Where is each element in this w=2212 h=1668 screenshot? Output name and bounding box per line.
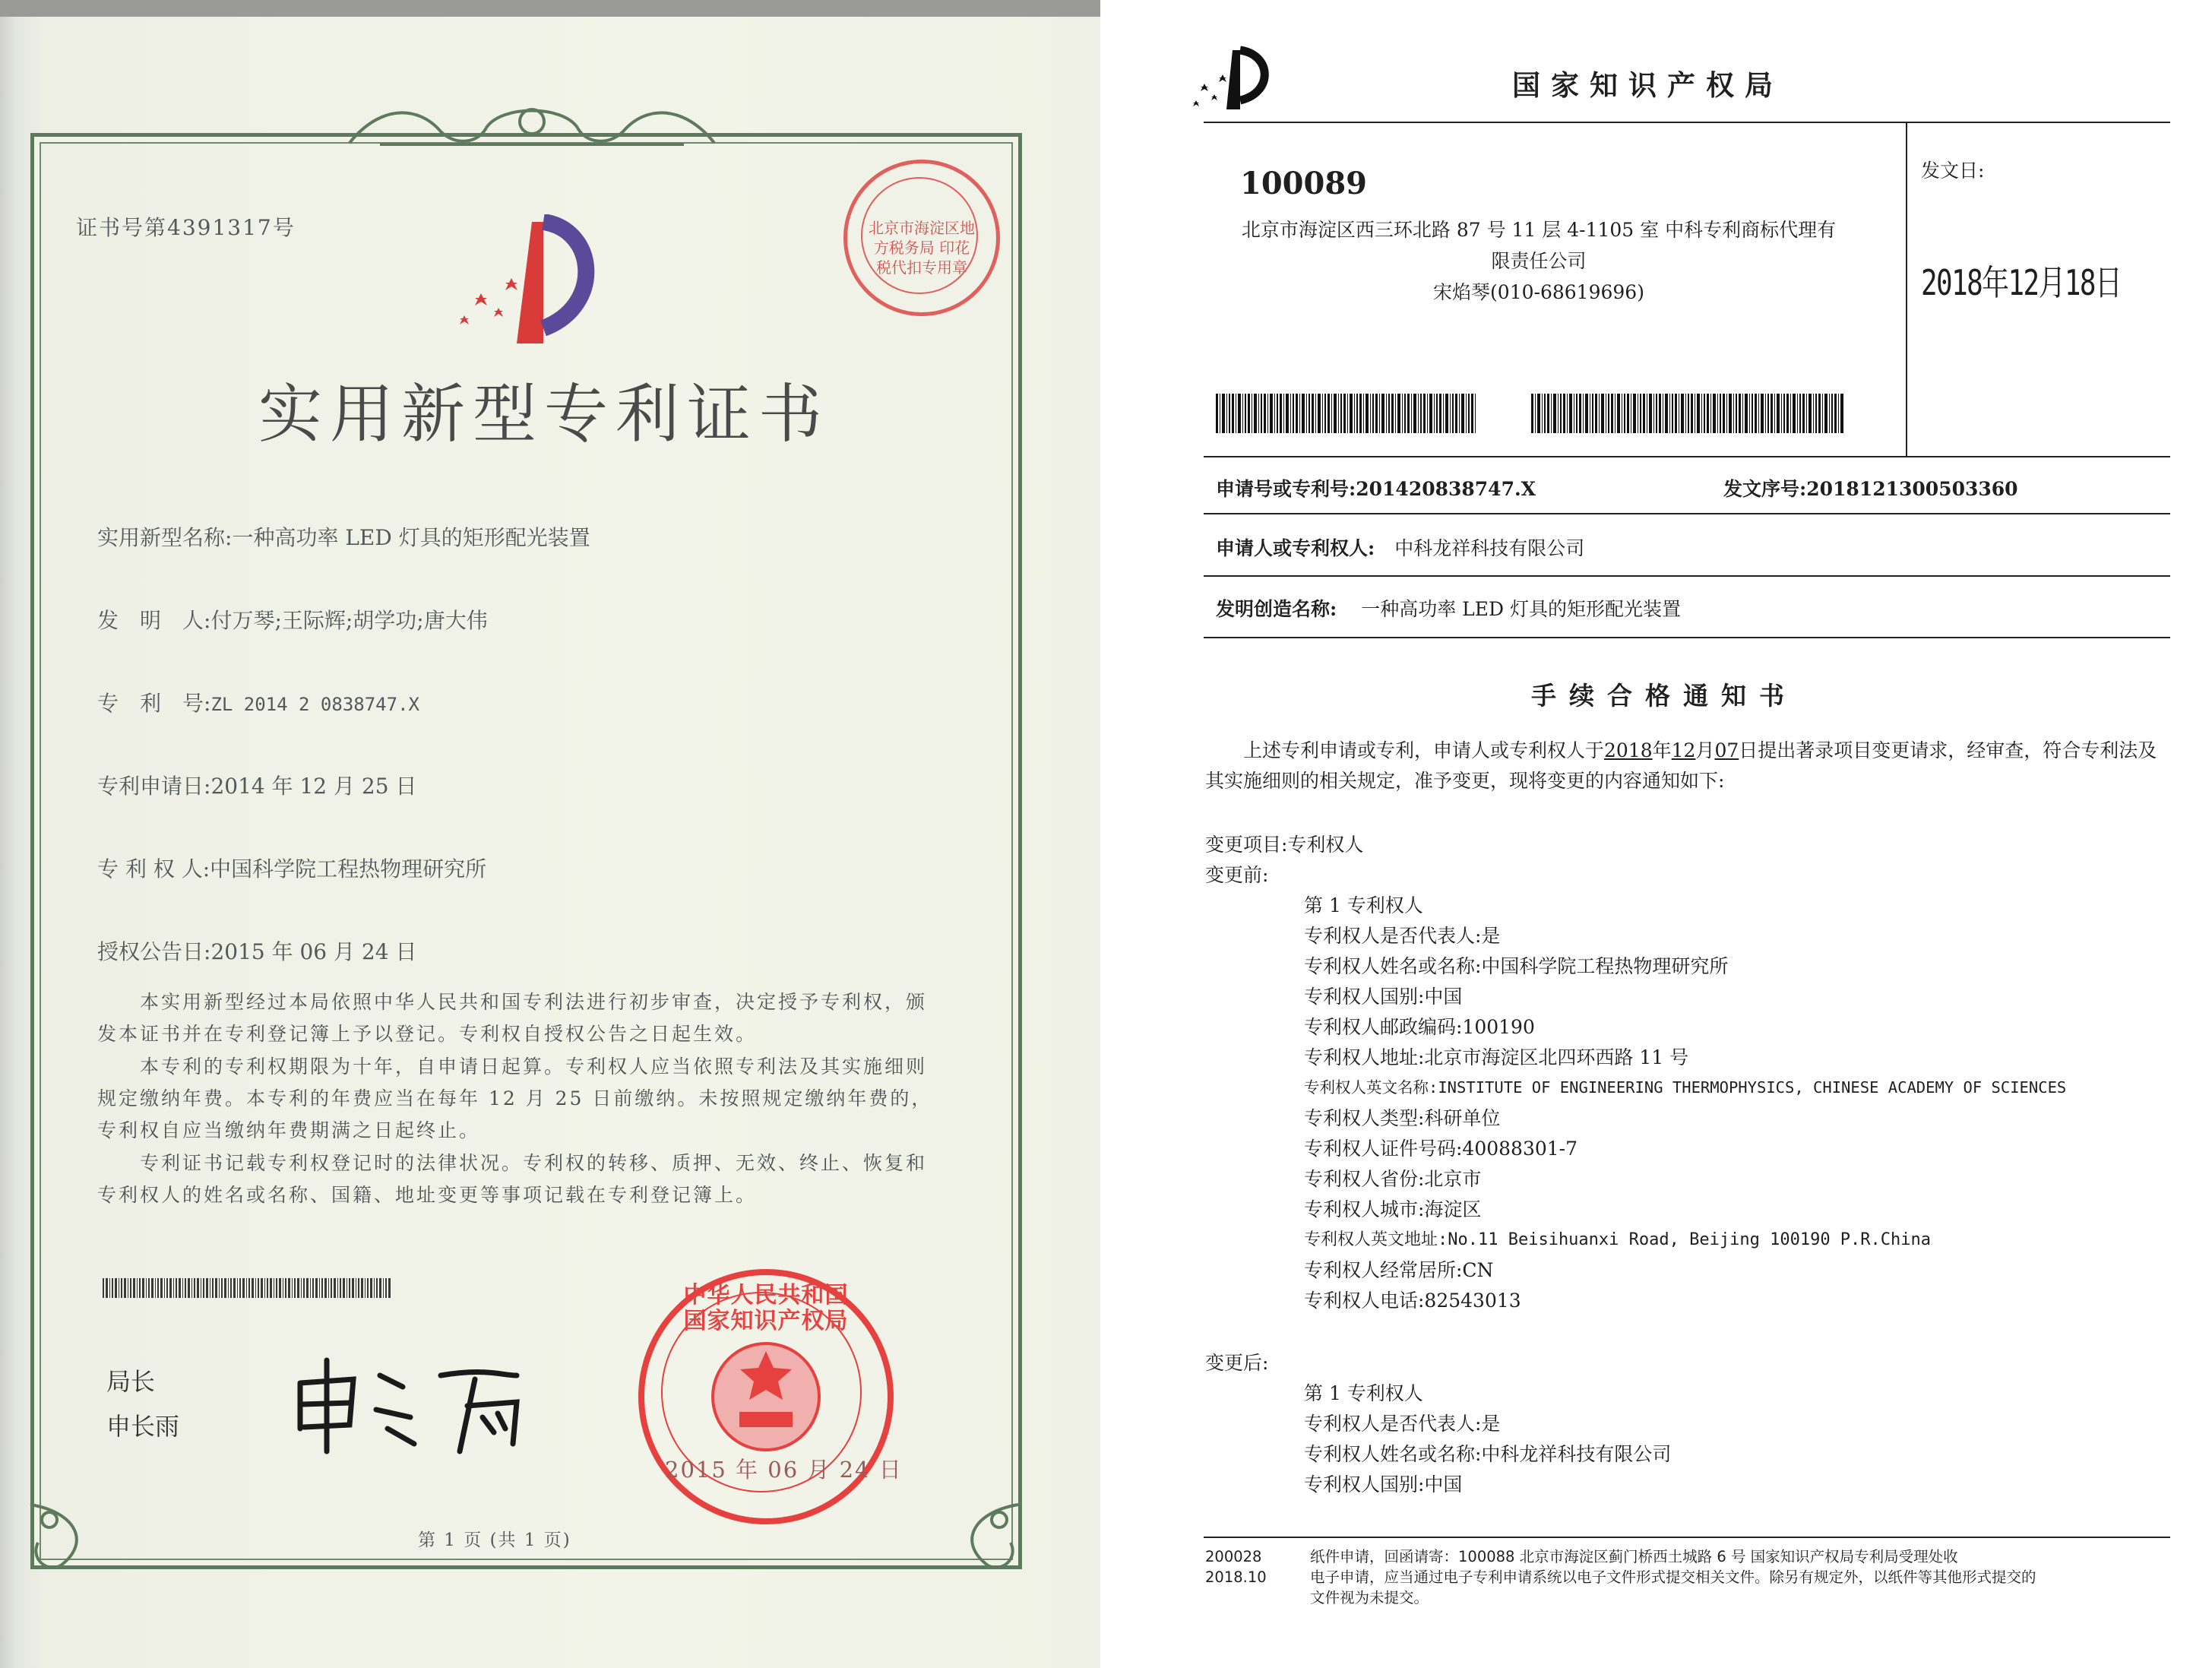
before-line: 专利权人英文地址:No.11 Beisihuanxi Road, Beijing 100190 P.R.China xyxy=(1304,1230,1932,1249)
address-line: 限责任公司 xyxy=(1491,250,1587,272)
barcode xyxy=(1531,394,1845,433)
before-line: 专利权人邮政编码:100190 xyxy=(1304,1016,1535,1038)
applicant-row: 申请人或专利权人: 中科龙祥科技有限公司 xyxy=(1216,537,1585,559)
patent-certificate xyxy=(0,0,1100,1668)
national-seal: 中华人民共和国国家知识产权局 xyxy=(638,1269,894,1524)
before-line: 专利权人是否代表人:是 xyxy=(1304,925,1501,947)
application-number: 申请号或专利号:201420838747.X xyxy=(1216,478,1536,500)
divider xyxy=(1204,456,2170,457)
after-line: 第 1 专利权人 xyxy=(1304,1382,1423,1404)
before-line: 专利权人国别:中国 xyxy=(1304,986,1463,1008)
field-grant-date: 授权公告日:2015 年 06 月 24 日 xyxy=(97,939,417,964)
notice-intro: 上述专利申请或专利，申请人或专利权人于2018年12月07日提出著录项目变更请求，经审查，符合专利法及其实施细则的相关规定，准予变更，现将变更的内容通知如下: xyxy=(1205,739,2157,792)
signature-name: 申长雨 xyxy=(106,1412,180,1441)
before-label: 变更前: xyxy=(1205,864,1269,886)
field-patent-number: 专 利 号:ZL 2014 2 0838747.X xyxy=(97,691,419,716)
ip-office-logo-icon xyxy=(1187,46,1272,111)
seal-date: 2015 年 06 月 24 日 xyxy=(665,1457,903,1483)
before-line: 专利权人英文名称:INSTITUTE OF ENGINEERING THERMOPHYSICS, CHINESE ACADEMY OF SCIENCES xyxy=(1304,1078,2067,1097)
handwritten-signature-icon xyxy=(289,1345,540,1459)
certificate-barcode xyxy=(103,1278,391,1298)
footer-line: 纸件申请，回函请寄：100088 北京市海淀区蓟门桥西土城路 6 号 国家知识产权局专利局受理处收 xyxy=(1310,1548,1958,1565)
document-number: 发文序号:2018121300503360 xyxy=(1723,478,2018,500)
divider xyxy=(1906,122,1907,456)
send-date-label: 发文日: xyxy=(1921,160,1985,182)
field-patentee: 专 利 权 人:中国科学院工程热物理研究所 xyxy=(97,856,487,881)
change-item: 变更项目:专利权人 xyxy=(1205,834,1364,856)
footer-line: 电子申请，应当通过电子专利申请系统以电子文件形式提交相关文件。除另有规定外，以纸件等其他形式提交的 xyxy=(1310,1568,2036,1586)
footer-code: 200028 xyxy=(1205,1548,1262,1565)
top-ornament-icon xyxy=(334,97,729,157)
corner-ornament-icon xyxy=(15,1489,122,1581)
scan-shadow xyxy=(0,0,1100,17)
field-utility-name: 实用新型名称:一种高功率 LED 灯具的矩形配光装置 xyxy=(97,525,590,550)
address-line: 北京市海淀区西三环北路 87 号 11 层 4-1105 室 中科专利商标代理有 xyxy=(1241,219,1837,241)
after-label: 变更后: xyxy=(1205,1352,1269,1374)
after-line: 专利权人姓名或名称:中科龙祥科技有限公司 xyxy=(1304,1443,1672,1465)
before-line: 专利权人姓名或名称:中国科学院工程热物理研究所 xyxy=(1304,955,1729,977)
notice-heading: 手续合格通知书 xyxy=(1531,681,1797,711)
tax-stamp: 北京市海淀区地方税务局 印花税代扣专用章 xyxy=(843,160,1000,316)
divider xyxy=(1204,637,2170,638)
before-line: 专利权人省份:北京市 xyxy=(1304,1168,1482,1190)
signature-title: 局长 xyxy=(106,1367,156,1396)
before-line: 专利权人经常居所:CN xyxy=(1304,1259,1494,1281)
page-indicator: 第 1 页 (共 1 页) xyxy=(418,1530,571,1550)
before-line: 专利权人类型:科研单位 xyxy=(1304,1107,1501,1129)
before-line: 专利权人电话:82543013 xyxy=(1304,1290,1521,1312)
before-line: 专利权人证件号码:40088301-7 xyxy=(1304,1138,1578,1160)
certificate-number: 证书号第4391317号 xyxy=(76,215,296,240)
certificate-paragraph: 本专利的专利权期限为十年，自申请日起算。专利权人应当依照专利法及其实施细则规定缴纳年费。本专利的年费应当在每年 12 月 25 日前缴纳。未按照规定缴纳年费的，专利权自应当缴纳年费期满之日起终止。 xyxy=(97,1056,933,1141)
footer-code: 2018.10 xyxy=(1205,1568,1267,1586)
send-date: 2018年12月18日 xyxy=(1921,262,2122,303)
field-inventors: 发 明 人:付万琴;王际辉;胡学功;唐大伟 xyxy=(97,608,488,633)
before-line: 专利权人地址:北京市海淀区北四环西路 11 号 xyxy=(1304,1046,1689,1068)
office-name: 国家知识产权局 xyxy=(1512,69,1783,102)
corner-ornament-icon xyxy=(927,1489,1033,1581)
divider xyxy=(1204,1537,2170,1538)
certificate-title: 实用新型专利证书 xyxy=(258,377,831,451)
patent-office-logo-icon xyxy=(429,214,612,351)
certificate-paragraph: 专利证书记载专利权登记时的法律状况。专利权的转移、质押、无效、终止、恢复和专利权人的姓名或名称、国籍、地址变更等事项记载在专利登记簿上。 xyxy=(97,1152,928,1206)
invention-row: 发明创造名称: 一种高功率 LED 灯具的矩形配光装置 xyxy=(1216,598,1682,620)
divider xyxy=(1204,513,2170,514)
after-line: 专利权人国别:中国 xyxy=(1304,1473,1463,1496)
barcode xyxy=(1216,394,1476,433)
certificate-paragraph: 本实用新型经过本局依照中华人民共和国专利法进行初步审查，决定授予专利权，颁发本证书并在专利登记簿上予以登记。专利权自授权公告之日起生效。 xyxy=(97,991,928,1045)
postcode: 100089 xyxy=(1240,166,1367,201)
field-application-date: 专利申请日:2014 年 12 月 25 日 xyxy=(97,774,417,799)
after-line: 专利权人是否代表人:是 xyxy=(1304,1413,1501,1435)
address-line: 宋焰琴(010-68619696) xyxy=(1433,281,1644,303)
before-line: 第 1 专利权人 xyxy=(1304,894,1423,916)
national-emblem-icon xyxy=(705,1336,827,1458)
footer-line: 文件视为未提交。 xyxy=(1310,1589,1429,1606)
divider xyxy=(1204,575,2170,577)
before-line: 专利权人城市:海淀区 xyxy=(1304,1198,1482,1220)
divider xyxy=(1204,122,2170,123)
